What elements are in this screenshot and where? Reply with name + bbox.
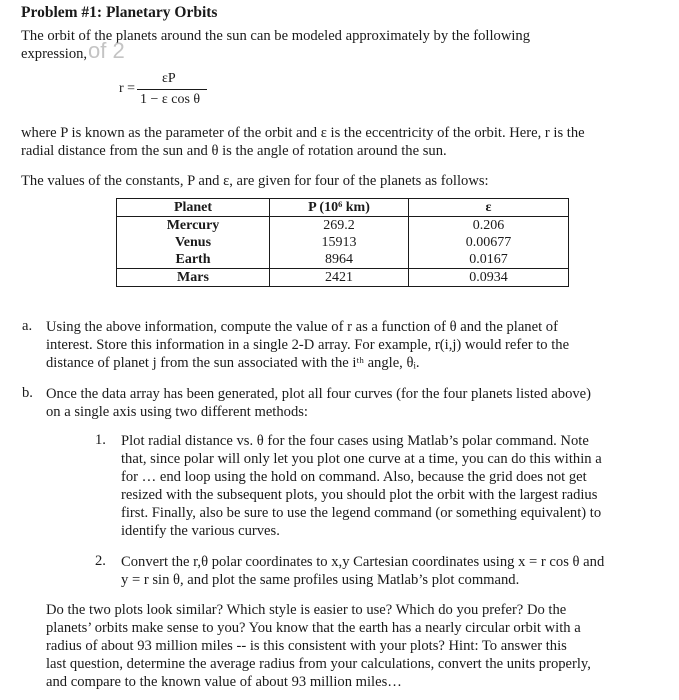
where-line-2: radial distance from the sun and θ is the angle of rotation around the sun. <box>21 143 447 159</box>
where-line-1: where P is known as the parameter of the orbit and ε is the eccentricity of the orbit. Here, r is the <box>21 125 585 141</box>
part-a-line: Using the above information, compute the value of r as a function of θ and the planet of <box>46 319 558 335</box>
eccentricity-value: 0.00677 <box>409 234 569 251</box>
item-1-line: first. Finally, also be sure to use the legend command (or something equivalent) to <box>121 505 602 521</box>
final-line: Do the two plots look similar? Which style is easier to use? Which do you prefer? Do the <box>46 602 567 618</box>
table-row <box>117 217 569 235</box>
parameter-value: 269.2 <box>270 217 409 235</box>
part-b-line: on a single axis using two different methods: <box>46 404 308 420</box>
table-row <box>117 234 569 251</box>
equation-denominator: 1 − ε cos θ <box>140 92 201 107</box>
table-row <box>117 251 569 269</box>
part-a-marker: a. <box>22 318 33 334</box>
page-watermark: of 2 <box>88 38 125 63</box>
table-header: ε <box>409 199 569 217</box>
table-header: Planet <box>117 199 270 217</box>
fraction-bar <box>137 89 207 90</box>
item-1-line: that, since polar will only let you plot one curve at a time, you can do this within a <box>121 451 602 467</box>
final-line: planets’ orbits make sense to you? You know that the earth has a nearly circular orbit with a <box>46 620 581 636</box>
final-line: last question, determine the average radius from your calculations, convert the units properly, <box>46 656 591 672</box>
part-b-line: Once the data array has been generated, plot all four curves (for the four planets listed above) <box>46 386 592 402</box>
final-line: radius of about 93 million miles -- is this consistent with your plots? Hint: To answer this <box>46 638 567 654</box>
equation-numerator: εP <box>162 71 176 86</box>
intro-line-1: The orbit of the planets around the sun can be modeled approximately by the following <box>21 28 531 44</box>
intro-line-2: expression, <box>21 46 88 62</box>
item-2-line: y = r sin θ, and plot the same profiles using Matlab’s plot command. <box>121 572 520 588</box>
item-2-line: Convert the r,θ polar coordinates to x,y Cartesian coordinates using x = r cos θ and <box>121 554 605 570</box>
item-1-line: identify the various curves. <box>121 523 280 539</box>
parameter-value: 2421 <box>270 269 409 287</box>
planet-table <box>116 198 569 287</box>
eccentricity-value: 0.206 <box>409 217 569 235</box>
parameter-value: 8964 <box>270 251 409 269</box>
table-header: P (10⁶ km) <box>270 199 409 217</box>
planet-name: Mars <box>117 269 270 287</box>
equation-lhs: r = <box>119 81 136 96</box>
eccentricity-value: 0.0934 <box>409 269 569 287</box>
parameter-value: 15913 <box>270 234 409 251</box>
part-a-line: interest. Store this information in a single 2-D array. For example, r(i,j) would refer to the <box>46 337 570 353</box>
item-2-marker: 2. <box>95 553 106 569</box>
eccentricity-value: 0.0167 <box>409 251 569 269</box>
final-line: and compare to the known value of about 93 million miles… <box>46 674 402 690</box>
part-a-line: distance of planet j from the sun associated with the iᵗʰ angle, θᵢ. <box>46 355 420 371</box>
planet-name: Earth <box>117 251 270 269</box>
table-header-row <box>117 199 569 217</box>
table-row <box>117 269 569 287</box>
item-1-line: resized with the subsequent plots, you should plot the orbit with the largest radius <box>121 487 598 503</box>
part-b-marker: b. <box>22 385 33 401</box>
item-1-line: Plot radial distance vs. θ for the four cases using Matlab’s polar command. Note <box>121 433 589 449</box>
problem-title: Problem #1: Planetary Orbits <box>21 4 218 21</box>
item-1-line: for … end loop using the hold on command. Also, because the grid does not get <box>121 469 587 485</box>
planet-name: Mercury <box>117 217 270 235</box>
planet-name: Venus <box>117 234 270 251</box>
values-line: The values of the constants, P and ε, are given for four of the planets as follows: <box>21 173 489 189</box>
item-1-marker: 1. <box>95 432 106 448</box>
